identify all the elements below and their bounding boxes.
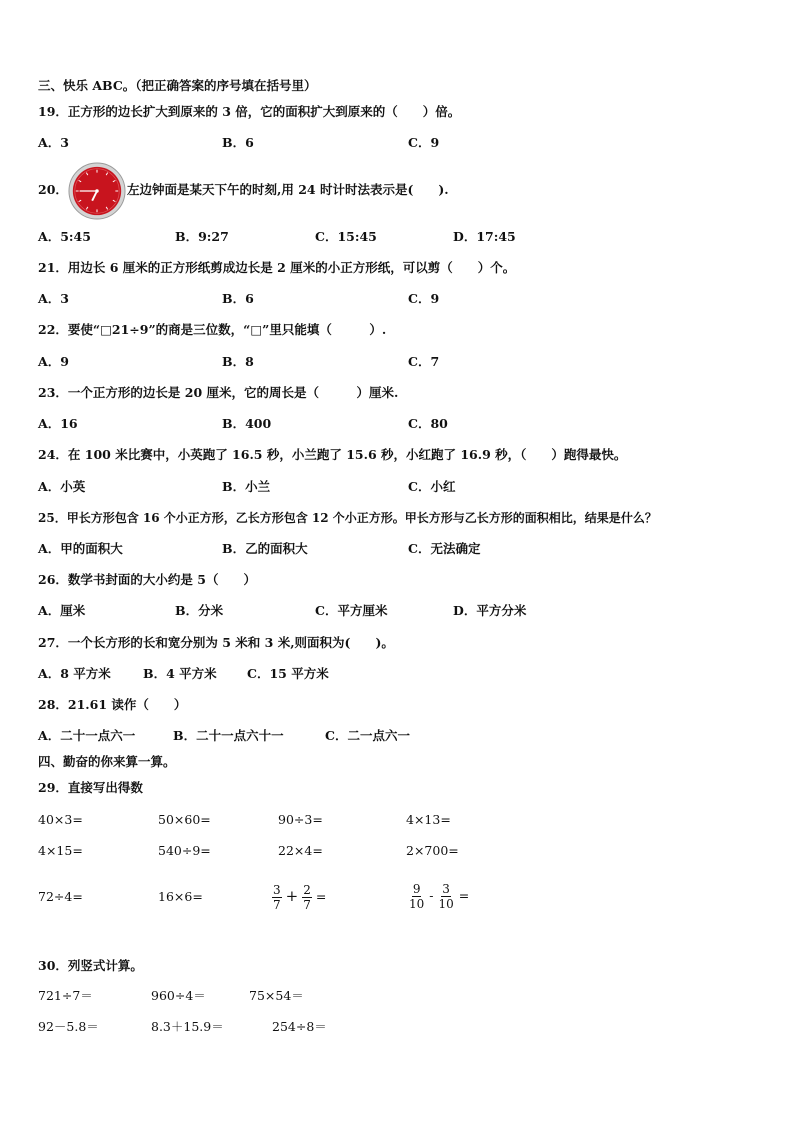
fraction: [272, 883, 282, 912]
numerator: 3: [442, 882, 450, 896]
option-c: C．15:45: [315, 229, 377, 244]
option-b: B．6: [222, 135, 254, 150]
option-c: C．9: [408, 291, 440, 306]
question-20-number: 20．: [38, 182, 68, 197]
denominator: 10: [438, 897, 454, 911]
option-c: C．80: [408, 416, 448, 431]
option-c: C．7: [408, 354, 440, 369]
option-a: A．小英: [38, 479, 86, 494]
option-b: B．小兰: [222, 479, 271, 494]
option-c: C．无法确定: [408, 541, 481, 556]
equals: =: [458, 888, 470, 903]
fraction-expression: [272, 878, 326, 915]
question-28: 28．21.61 读作（ ）: [38, 697, 187, 712]
fraction: [302, 883, 312, 912]
operator: -: [429, 888, 434, 903]
calc-item: 254÷8＝: [272, 1019, 327, 1034]
question-25: 25．甲长方形包含 16 个小正方形，乙长方形包含 12 个小正方形。甲长方形与乙长方形的面积相比，结果是什么？: [38, 511, 657, 525]
fraction: [437, 882, 454, 911]
calc-item: 50×60=: [158, 812, 211, 827]
numerator: 9: [412, 882, 421, 896]
fraction-expression: [408, 878, 469, 914]
calc-item: 72÷4=: [38, 889, 83, 904]
calc-item: 4×13=: [406, 812, 451, 827]
calc-item: 960÷4＝: [151, 988, 206, 1003]
option-d: D．17:45: [453, 229, 516, 244]
option-a: A．3: [38, 291, 69, 306]
option-c: C．15 平方米: [247, 666, 329, 681]
question-22: 22．要使“□21÷9”的商是三位数，“□”里只能填（ ）.: [38, 322, 387, 337]
question-26: 26．数学书封面的大小约是 5（ ）: [38, 572, 256, 587]
option-b: B．9:27: [175, 229, 229, 244]
option-a: A．甲的面积大: [38, 541, 123, 556]
calc-item: 2×700=: [406, 843, 459, 858]
calc-item: 540÷9=: [158, 843, 211, 858]
calc-item: 92－5.8＝: [38, 1019, 99, 1034]
question-20: 左边钟面是某天下午的时刻,用 24 时计时法表示是( ).: [127, 182, 449, 197]
option-a: A．3: [38, 135, 69, 150]
calc-item: 75×54＝: [249, 988, 304, 1003]
option-b: B．4 平方米: [143, 666, 217, 681]
option-c: C．平方厘米: [315, 603, 388, 618]
question-30: 30．列竖式计算。: [38, 958, 143, 973]
option-c: C．二一点六一: [325, 728, 410, 743]
option-b: B．二十一点六十一: [173, 728, 284, 743]
option-b: B．分米: [175, 603, 224, 618]
calc-item: 721÷7＝: [38, 988, 93, 1003]
section-title: 三、快乐 ABC。（把正确答案的序号填在括号里）: [38, 78, 317, 93]
option-b: B．400: [222, 416, 272, 431]
denominator: 10: [409, 897, 425, 911]
numerator: 2: [303, 883, 311, 897]
calc-item: 16×6=: [158, 889, 203, 904]
calc-item: 4×15=: [38, 843, 83, 858]
option-d: D．平方分米: [453, 603, 527, 618]
question-23: 23．一个正方形的边长是 20 厘米，它的周长是（ ）厘米.: [38, 385, 399, 400]
option-c: C．9: [408, 135, 440, 150]
calc-item: 40×3=: [38, 812, 83, 827]
calc-item: 90÷3=: [278, 812, 323, 827]
numerator: 3: [273, 883, 281, 897]
equals: =: [315, 889, 327, 904]
option-c: C．小红: [408, 479, 456, 494]
option-b: B．乙的面积大: [222, 541, 308, 556]
denominator: 7: [303, 898, 311, 912]
option-b: B．8: [222, 354, 254, 369]
option-a: A．9: [38, 354, 69, 369]
option-a: A．二十一点六一: [38, 728, 136, 743]
option-b: B．6: [222, 291, 254, 306]
option-a: A．8 平方米: [38, 666, 111, 681]
option-a: A．16: [38, 416, 78, 431]
section-title: 四、勤奋的你来算一算。: [38, 754, 176, 769]
clock-icon: [68, 162, 126, 220]
option-a: A．5:45: [38, 229, 91, 244]
calc-item: 8.3＋15.9＝: [151, 1019, 224, 1034]
option-a: A．厘米: [38, 603, 86, 618]
question-24: 24．在 100 米比赛中，小英跑了 16.5 秒，小兰跑了 15.6 秒，小红跑了 16.9 秒，（ ）跑得最快。: [38, 447, 627, 462]
question-27: 27．一个长方形的长和宽分别为 5 米和 3 米,则面积为( )。: [38, 635, 394, 650]
question-21: 21．用边长 6 厘米的正方形纸剪成边长是 2 厘米的小正方形纸，可以剪（ ）个。: [38, 260, 516, 275]
denominator: 7: [273, 898, 281, 912]
fraction: [408, 882, 425, 911]
calc-item: 22×4=: [278, 843, 323, 858]
question-29: 29．直接写出得数: [38, 780, 143, 795]
question-19: 19．正方形的边长扩大到原来的 3 倍，它的面积扩大到原来的（ ）倍。: [38, 104, 461, 119]
operator: +: [285, 887, 299, 905]
